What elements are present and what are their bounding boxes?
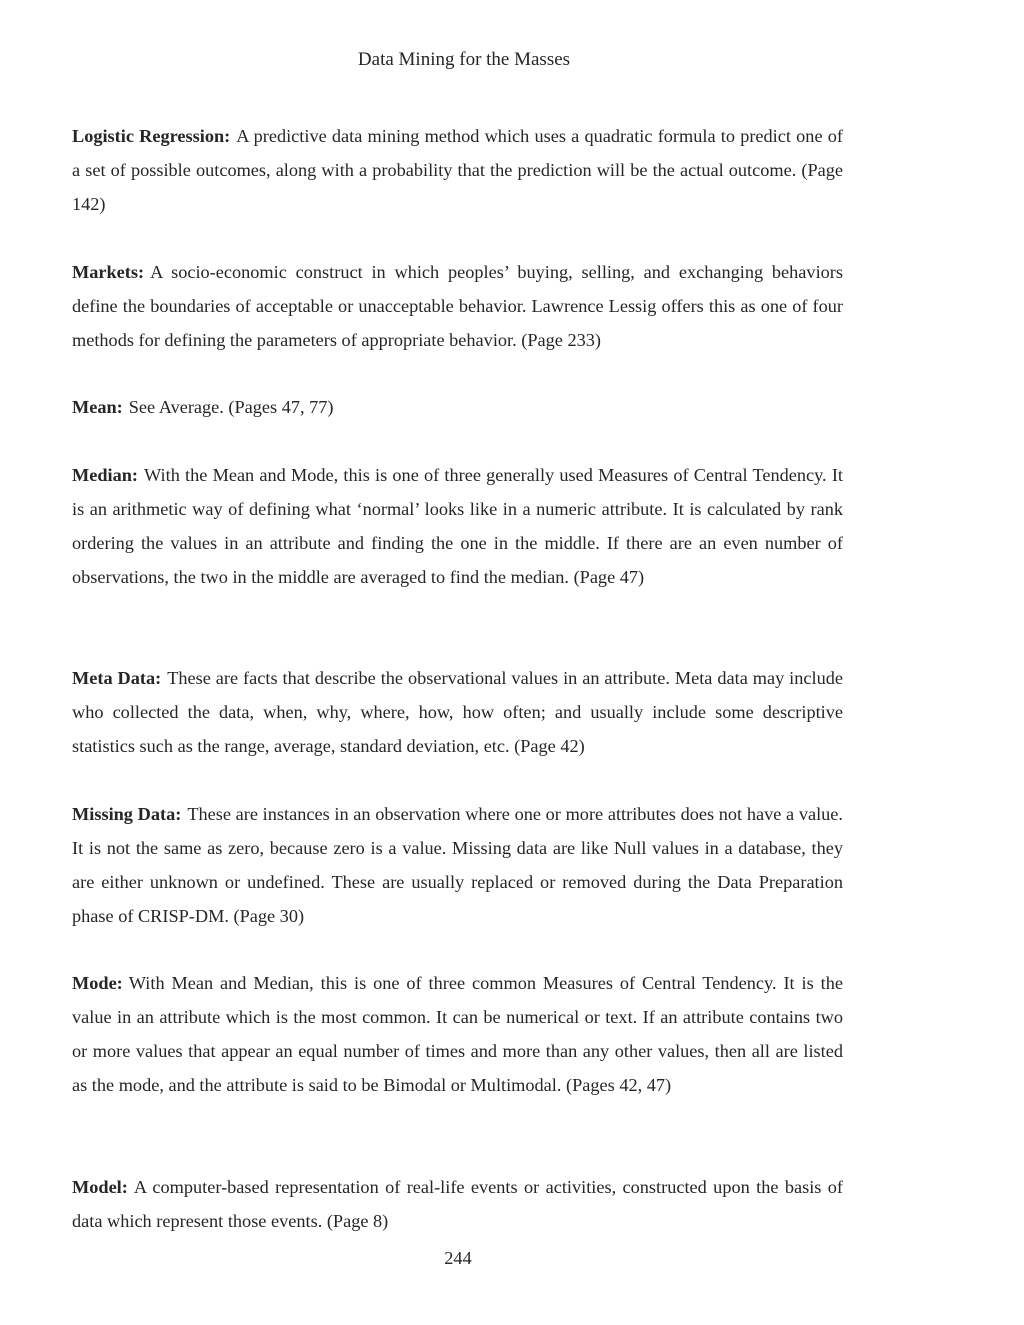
glossary-definition: With the Mean and Mode, this is one of three generally used Measures of Central Tendency. It is an arithmetic way of defining what ‘normal’ looks like in a numeric attribute. It is calculated by rank ordering the values in an attribute and finding the one in the middle. If there are an even number of observations, the two in the middle are averaged to find the median. (Page 47) [72,465,843,587]
running-header: Data Mining for the Masses [357,49,571,70]
glossary-term: Logistic Regression: [72,126,231,146]
glossary-definition: With Mean and Median, this is one of three common Measures of Central Tendency. It is the value in an attribute which is the most common. It can be numerical or text. If an attribute contains two or more values that appear an equal number of times and more than any other values, then all are listed as the mode, and the attribute is said to be Bimodal or Multimodal. (Pages 42, 47) [72,973,843,1095]
glossary-entry-meta-data [72,661,843,763]
glossary-term: Median: [72,465,139,485]
glossary-term: Markets: [72,262,145,282]
page-number: 244 [444,1248,472,1268]
glossary-definition: A predictive data mining method which uses a quadratic formula to predict one of a set of possible outcomes, along with a probability that the prediction will be the actual outcome. (Page 142) [72,126,843,214]
glossary-term: Mode: [72,973,123,993]
glossary-term: Missing Data: [72,804,182,824]
glossary-definition: These are facts that describe the observational values in an attribute. Meta data may include who collected the data, when, why, where, how, how often; and usually include some descriptive statistics such as the range, average, standard deviation, etc. (Page 42) [72,668,843,756]
glossary-entry-markets [72,255,843,357]
glossary-entry-mode [72,966,843,1102]
glossary-definition: See Average. (Pages 47, 77) [128,397,334,417]
glossary-term: Mean: [72,397,123,417]
glossary-entry-mean [72,390,843,424]
glossary-entry-missing-data [72,797,843,933]
glossary-entry-logistic-regression [72,119,843,221]
glossary-term: Model: [72,1177,128,1197]
glossary-term: Meta Data: [72,668,162,688]
glossary-definition: A computer-based representation of real-life events or activities, constructed upon the basis of data which represent those events. (Page 8) [72,1177,843,1231]
glossary-entry-model [72,1170,843,1238]
glossary-definition: These are instances in an observation where one or more attributes does not have a value. It is not the same as zero, because zero is a value. Missing data are like Null values in a database, they are either unknown or undefined. These are usually replaced or removed during the Data Preparation phase of CRISP-DM. (Page 30) [72,804,843,926]
glossary-entry-median [72,458,843,594]
glossary-definition: A socio-economic construct in which peoples’ buying, selling, and exchanging behaviors define the boundaries of acceptable or unacceptable behavior. Lawrence Lessig offers this as one of four methods for defining the parameters of appropriate behavior. (Page 233) [72,262,843,350]
